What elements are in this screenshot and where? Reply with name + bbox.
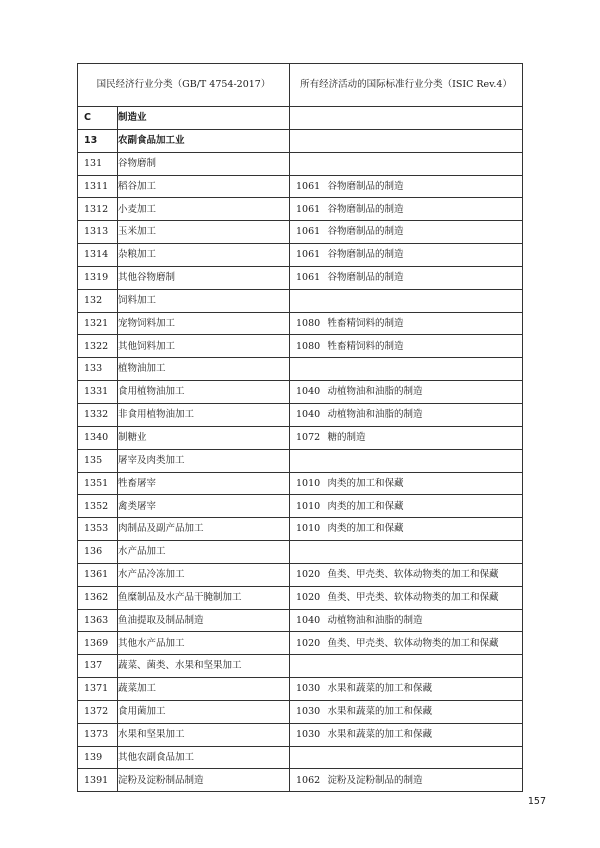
gb-code-cell: 1363 xyxy=(78,609,118,632)
isic-name-cell xyxy=(324,541,523,564)
table-row xyxy=(78,289,523,312)
isic-name-cell: 糖的制造 xyxy=(324,426,523,449)
gb-code-cell: 1361 xyxy=(78,563,118,586)
isic-code-cell xyxy=(290,746,324,769)
gb-name-cell: 制造业 xyxy=(118,107,290,130)
gb-name-cell: 食用植物油加工 xyxy=(118,381,290,404)
isic-name-cell: 肉类的加工和保藏 xyxy=(324,472,523,495)
gb-name-cell: 蔬菜加工 xyxy=(118,678,290,701)
table-row xyxy=(78,335,523,358)
isic-name-cell: 牲畜精饲料的制造 xyxy=(324,335,523,358)
gb-code-cell: 136 xyxy=(78,541,118,564)
gb-code-cell: 1372 xyxy=(78,700,118,723)
table-row xyxy=(78,746,523,769)
gb-code-cell: 1362 xyxy=(78,586,118,609)
gb-name-cell: 蔬菜、菌类、水果和坚果加工 xyxy=(118,655,290,678)
gb-code-cell: 1373 xyxy=(78,723,118,746)
classification-table xyxy=(77,63,523,792)
gb-name-cell: 杂粮加工 xyxy=(118,244,290,267)
gb-code-cell: 1322 xyxy=(78,335,118,358)
gb-name-cell: 非食用植物油加工 xyxy=(118,403,290,426)
gb-code-cell: 1353 xyxy=(78,518,118,541)
gb-code-cell: 1340 xyxy=(78,426,118,449)
gb-code-cell: 1331 xyxy=(78,381,118,404)
gb-code-cell: 1314 xyxy=(78,244,118,267)
header-gb-classification: 国民经济行业分类（GB/T 4754-2017） xyxy=(78,64,290,107)
gb-name-cell: 其他谷物磨制 xyxy=(118,266,290,289)
header-isic-classification: 所有经济活动的国际标准行业分类（ISIC Rev.4） xyxy=(290,64,523,107)
gb-name-cell: 肉制品及副产品加工 xyxy=(118,518,290,541)
table-row xyxy=(78,312,523,335)
gb-name-cell: 其他农副食品加工 xyxy=(118,746,290,769)
gb-code-cell: 1371 xyxy=(78,678,118,701)
gb-name-cell: 其他饲料加工 xyxy=(118,335,290,358)
gb-code-cell: 133 xyxy=(78,358,118,381)
gb-name-cell: 鱼糜制品及水产品干腌制加工 xyxy=(118,586,290,609)
table-row xyxy=(78,723,523,746)
isic-code-cell: 1030 xyxy=(290,678,324,701)
gb-code-cell: 132 xyxy=(78,289,118,312)
isic-code-cell xyxy=(290,655,324,678)
isic-code-cell: 1010 xyxy=(290,518,324,541)
table-row xyxy=(78,198,523,221)
isic-name-cell: 淀粉及淀粉制品的制造 xyxy=(324,769,523,792)
gb-code-cell: C xyxy=(78,107,118,130)
gb-code-cell: 1369 xyxy=(78,632,118,655)
table-row xyxy=(78,472,523,495)
table-row xyxy=(78,449,523,472)
isic-code-cell: 1072 xyxy=(290,426,324,449)
isic-code-cell: 1030 xyxy=(290,723,324,746)
table-row xyxy=(78,518,523,541)
table-row xyxy=(78,129,523,152)
gb-code-cell: 139 xyxy=(78,746,118,769)
isic-code-cell: 1062 xyxy=(290,769,324,792)
gb-code-cell: 1311 xyxy=(78,175,118,198)
table-row xyxy=(78,107,523,130)
gb-name-cell: 淀粉及淀粉制品制造 xyxy=(118,769,290,792)
isic-code-cell xyxy=(290,541,324,564)
table-row xyxy=(78,426,523,449)
isic-name-cell: 水果和蔬菜的加工和保藏 xyxy=(324,723,523,746)
table-row xyxy=(78,403,523,426)
isic-name-cell xyxy=(324,289,523,312)
isic-name-cell: 动植物油和油脂的制造 xyxy=(324,381,523,404)
gb-name-cell: 小麦加工 xyxy=(118,198,290,221)
gb-name-cell: 水产品加工 xyxy=(118,541,290,564)
gb-code-cell: 137 xyxy=(78,655,118,678)
gb-name-cell: 农副食品加工业 xyxy=(118,129,290,152)
isic-code-cell: 1020 xyxy=(290,586,324,609)
table-row xyxy=(78,586,523,609)
gb-name-cell: 制糖业 xyxy=(118,426,290,449)
table-row xyxy=(78,769,523,792)
isic-code-cell: 1040 xyxy=(290,403,324,426)
isic-code-cell: 1061 xyxy=(290,266,324,289)
isic-name-cell: 鱼类、甲壳类、软体动物类的加工和保藏 xyxy=(324,563,523,586)
gb-name-cell: 水产品冷冻加工 xyxy=(118,563,290,586)
table-body xyxy=(78,107,523,792)
table-row xyxy=(78,266,523,289)
table-row xyxy=(78,700,523,723)
table-row xyxy=(78,655,523,678)
gb-name-cell: 饲料加工 xyxy=(118,289,290,312)
isic-code-cell xyxy=(290,449,324,472)
gb-code-cell: 1313 xyxy=(78,221,118,244)
isic-name-cell: 谷物磨制品的制造 xyxy=(324,175,523,198)
isic-code-cell: 1080 xyxy=(290,335,324,358)
gb-code-cell: 1351 xyxy=(78,472,118,495)
gb-name-cell: 牲畜屠宰 xyxy=(118,472,290,495)
table-row xyxy=(78,609,523,632)
isic-code-cell: 1080 xyxy=(290,312,324,335)
isic-name-cell: 鱼类、甲壳类、软体动物类的加工和保藏 xyxy=(324,632,523,655)
page-number: 157 xyxy=(527,796,546,807)
gb-name-cell: 其他水产品加工 xyxy=(118,632,290,655)
gb-code-cell: 1391 xyxy=(78,769,118,792)
gb-name-cell: 稻谷加工 xyxy=(118,175,290,198)
gb-code-cell: 13 xyxy=(78,129,118,152)
gb-name-cell: 屠宰及肉类加工 xyxy=(118,449,290,472)
isic-code-cell: 1061 xyxy=(290,244,324,267)
isic-code-cell xyxy=(290,129,324,152)
gb-name-cell: 水果和坚果加工 xyxy=(118,723,290,746)
gb-name-cell: 玉米加工 xyxy=(118,221,290,244)
isic-name-cell: 鱼类、甲壳类、软体动物类的加工和保藏 xyxy=(324,586,523,609)
table-row xyxy=(78,632,523,655)
gb-code-cell: 135 xyxy=(78,449,118,472)
gb-name-cell: 植物油加工 xyxy=(118,358,290,381)
isic-name-cell: 肉类的加工和保藏 xyxy=(324,518,523,541)
gb-code-cell: 1332 xyxy=(78,403,118,426)
table-row xyxy=(78,563,523,586)
isic-code-cell xyxy=(290,152,324,175)
isic-code-cell xyxy=(290,358,324,381)
table-row xyxy=(78,358,523,381)
isic-name-cell xyxy=(324,358,523,381)
isic-code-cell: 1040 xyxy=(290,609,324,632)
isic-code-cell: 1061 xyxy=(290,221,324,244)
gb-name-cell: 谷物磨制 xyxy=(118,152,290,175)
isic-code-cell: 1040 xyxy=(290,381,324,404)
table-row xyxy=(78,244,523,267)
table-row xyxy=(78,381,523,404)
gb-code-cell: 1321 xyxy=(78,312,118,335)
gb-name-cell: 鱼油提取及制品制造 xyxy=(118,609,290,632)
isic-code-cell: 1030 xyxy=(290,700,324,723)
isic-code-cell: 1061 xyxy=(290,198,324,221)
isic-name-cell xyxy=(324,129,523,152)
isic-code-cell: 1061 xyxy=(290,175,324,198)
table-row xyxy=(78,152,523,175)
isic-code-cell: 1020 xyxy=(290,563,324,586)
isic-name-cell: 谷物磨制品的制造 xyxy=(324,198,523,221)
isic-name-cell: 谷物磨制品的制造 xyxy=(324,221,523,244)
isic-code-cell: 1010 xyxy=(290,495,324,518)
table-row xyxy=(78,175,523,198)
gb-code-cell: 1319 xyxy=(78,266,118,289)
table-row xyxy=(78,221,523,244)
isic-name-cell: 动植物油和油脂的制造 xyxy=(324,609,523,632)
table-row xyxy=(78,495,523,518)
isic-name-cell: 谷物磨制品的制造 xyxy=(324,266,523,289)
gb-name-cell: 宠物饲料加工 xyxy=(118,312,290,335)
table-header-row xyxy=(78,64,523,107)
isic-name-cell xyxy=(324,449,523,472)
gb-code-cell: 131 xyxy=(78,152,118,175)
isic-name-cell xyxy=(324,746,523,769)
gb-code-cell: 1352 xyxy=(78,495,118,518)
table-row xyxy=(78,541,523,564)
isic-code-cell: 1020 xyxy=(290,632,324,655)
isic-name-cell xyxy=(324,655,523,678)
isic-name-cell: 水果和蔬菜的加工和保藏 xyxy=(324,700,523,723)
table-row xyxy=(78,678,523,701)
isic-name-cell: 谷物磨制品的制造 xyxy=(324,244,523,267)
gb-name-cell: 禽类屠宰 xyxy=(118,495,290,518)
isic-code-cell: 1010 xyxy=(290,472,324,495)
isic-code-cell xyxy=(290,107,324,130)
isic-name-cell xyxy=(324,152,523,175)
isic-name-cell: 动植物油和油脂的制造 xyxy=(324,403,523,426)
isic-name-cell: 水果和蔬菜的加工和保藏 xyxy=(324,678,523,701)
isic-name-cell xyxy=(324,107,523,130)
gb-code-cell: 1312 xyxy=(78,198,118,221)
isic-name-cell: 牲畜精饲料的制造 xyxy=(324,312,523,335)
gb-name-cell: 食用菌加工 xyxy=(118,700,290,723)
isic-name-cell: 肉类的加工和保藏 xyxy=(324,495,523,518)
isic-code-cell xyxy=(290,289,324,312)
